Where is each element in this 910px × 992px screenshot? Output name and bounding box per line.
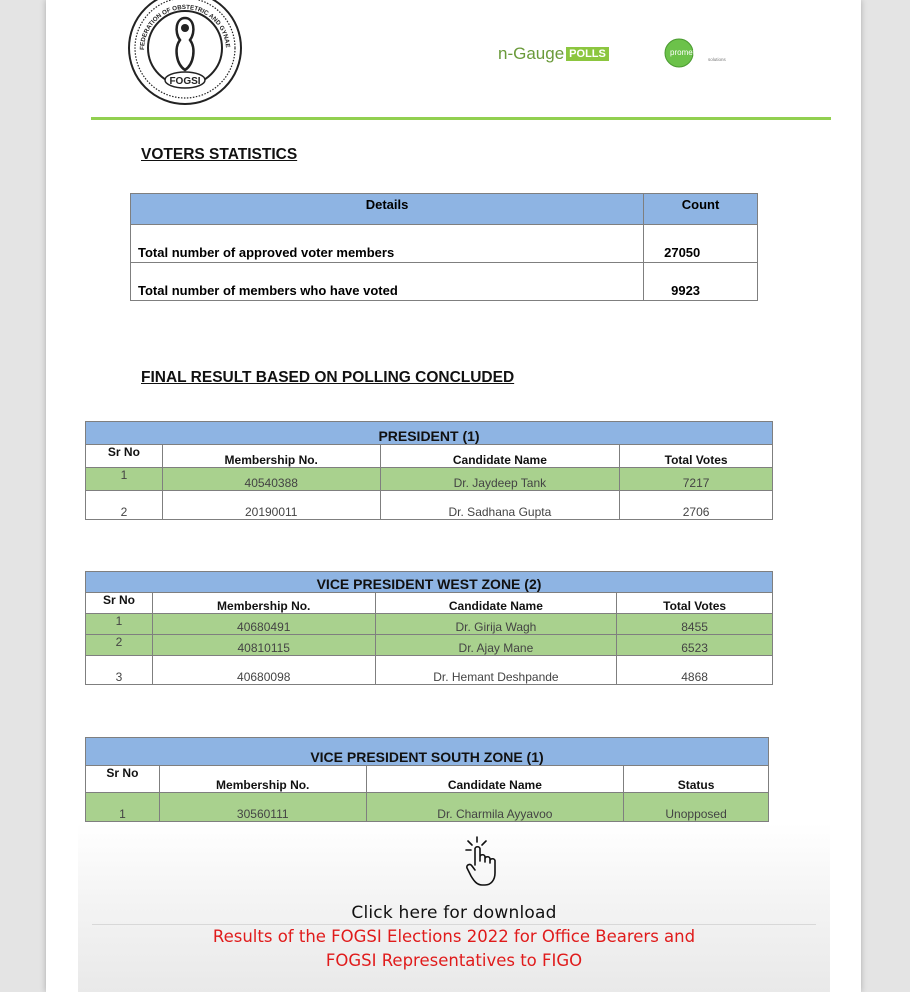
status-header: Status xyxy=(624,766,769,793)
candidate-cell: Dr. Charmila Ayyavoo xyxy=(366,793,624,822)
table-row xyxy=(86,793,769,822)
final-result-heading: FINAL RESULT BASED ON POLLING CONCLUDED xyxy=(141,369,515,386)
candidate-cell: Dr. Girija Wagh xyxy=(375,614,617,635)
stat-label: Total number of members who have voted xyxy=(131,263,644,301)
table-header-row xyxy=(86,593,773,614)
overlay-divider xyxy=(92,924,816,925)
ngauge-polls-logo xyxy=(498,44,609,64)
download-cta[interactable]: Click here for download xyxy=(351,903,557,923)
table-title-row xyxy=(86,572,773,593)
votes-cell: 8455 xyxy=(617,614,773,635)
table-row xyxy=(86,468,773,491)
stat-count: 27050 xyxy=(644,225,758,263)
document-page xyxy=(46,0,861,992)
prometheus-subtext: solutions xyxy=(708,57,726,62)
sr-no-cell: 3 xyxy=(86,656,153,685)
candidate-cell: Dr. Hemant Deshpande xyxy=(375,656,617,685)
table-title-row xyxy=(86,738,769,766)
table-row xyxy=(86,491,773,520)
fogsi-seal-logo xyxy=(126,0,244,110)
table-row xyxy=(86,656,773,685)
vp-south-results-table xyxy=(85,737,769,822)
stat-label: Total number of approved voter members xyxy=(131,225,644,263)
candidate-cell: Dr. Sadhana Gupta xyxy=(380,491,620,520)
votes-cell: 6523 xyxy=(617,635,773,656)
details-column-header: Details xyxy=(131,194,644,225)
table-row xyxy=(131,225,758,263)
votes-header: Total Votes xyxy=(620,445,773,468)
membership-cell: 20190011 xyxy=(162,491,380,520)
membership-cell: 40680491 xyxy=(152,614,375,635)
download-overlay[interactable] xyxy=(78,823,830,992)
sr-no-cell: 1 xyxy=(86,468,163,491)
candidate-cell: Dr. Jaydeep Tank xyxy=(380,468,620,491)
candidate-header: Candidate Name xyxy=(375,593,617,614)
table-title: VICE PRESIDENT WEST ZONE (2) xyxy=(86,572,773,593)
membership-cell: 30560111 xyxy=(159,793,366,822)
stat-count: 9923 xyxy=(644,263,758,301)
count-column-header: Count xyxy=(644,194,758,225)
prometheus-logo xyxy=(664,36,744,70)
voters-statistics-table xyxy=(130,193,758,301)
sr-no-cell: 1 xyxy=(86,614,153,635)
status-cell: Unopposed xyxy=(624,793,769,822)
download-link-line1[interactable]: Results of the FOGSI Elections 2022 for Office Bearers and xyxy=(212,927,696,946)
pointer-hand-icon xyxy=(464,835,504,887)
seal-ring-text: FEDERATION OF OBSTETRIC AND GYNAE xyxy=(138,3,231,51)
candidate-header: Candidate Name xyxy=(366,766,624,793)
sr-no-cell: 1 xyxy=(86,793,160,822)
membership-cell: 40680098 xyxy=(152,656,375,685)
sr-no-cell: 2 xyxy=(86,635,153,656)
votes-header: Total Votes xyxy=(617,593,773,614)
votes-cell: 4868 xyxy=(617,656,773,685)
table-row xyxy=(86,635,773,656)
table-row xyxy=(86,614,773,635)
president-results-table xyxy=(85,421,773,520)
membership-header: Membership No. xyxy=(152,593,375,614)
table-title: VICE PRESIDENT SOUTH ZONE (1) xyxy=(86,738,769,766)
sr-no-header: Sr No xyxy=(86,593,153,614)
table-header-row xyxy=(131,194,758,225)
table-title-row xyxy=(86,422,773,445)
table-title: PRESIDENT (1) xyxy=(86,422,773,445)
votes-cell: 7217 xyxy=(620,468,773,491)
prometheus-text: prometheus xyxy=(670,48,713,57)
votes-cell: 2706 xyxy=(620,491,773,520)
membership-header: Membership No. xyxy=(159,766,366,793)
membership-header: Membership No. xyxy=(162,445,380,468)
seal-label: FOGSI xyxy=(169,76,201,87)
candidate-header: Candidate Name xyxy=(380,445,620,468)
polls-badge: POLLS xyxy=(566,47,609,61)
sr-no-header: Sr No xyxy=(86,766,160,793)
ngauge-text: n-Gauge xyxy=(498,44,565,63)
membership-cell: 40810115 xyxy=(152,635,375,656)
candidate-cell: Dr. Ajay Mane xyxy=(375,635,617,656)
sr-no-cell: 2 xyxy=(86,491,163,520)
vp-west-results-table xyxy=(85,571,773,685)
table-header-row xyxy=(86,766,769,793)
header-divider xyxy=(91,117,831,120)
download-link-line2[interactable]: FOGSI Representatives to FIGO xyxy=(325,951,583,970)
voters-statistics-heading: VOTERS STATISTICS xyxy=(141,146,298,163)
sr-no-header: Sr No xyxy=(86,445,163,468)
table-row xyxy=(131,263,758,301)
table-header-row xyxy=(86,445,773,468)
membership-cell: 40540388 xyxy=(162,468,380,491)
